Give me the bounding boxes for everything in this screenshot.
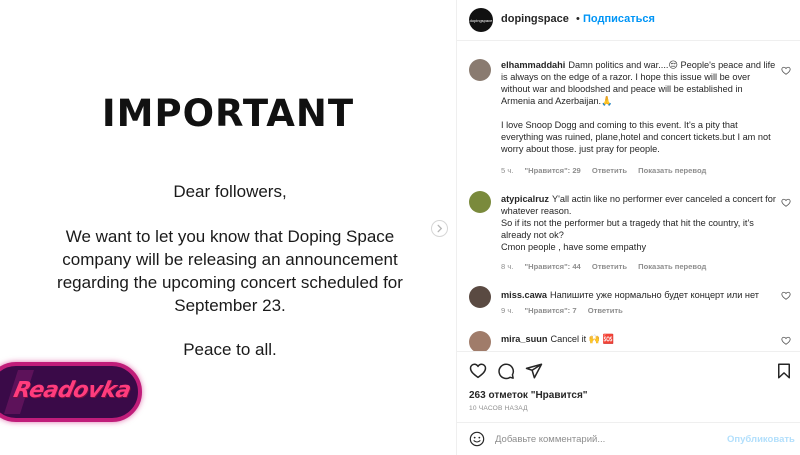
comment-meta <box>501 262 715 271</box>
comment-body: Напишите уже нормально будет концерт или нет <box>549 290 759 300</box>
commenter-avatar[interactable] <box>469 191 491 213</box>
comment-text <box>501 289 777 301</box>
post-greeting: Dear followers, <box>173 182 287 201</box>
follow-button[interactable]: Подписаться <box>583 13 655 25</box>
bookmark-icon[interactable] <box>775 362 793 380</box>
comment-body-continued: So if its not the performer but a tragedy that hit the country, it's already not ok? <box>501 218 754 240</box>
comment-text <box>501 193 777 253</box>
commenter-username[interactable]: atypicalruz <box>501 194 549 204</box>
like-heart-icon[interactable] <box>469 362 487 380</box>
commenter-avatar[interactable] <box>469 331 491 351</box>
comment-text <box>501 333 777 345</box>
heart-icon[interactable] <box>781 66 791 76</box>
show-translation-button[interactable]: Показать перевод <box>638 166 707 175</box>
add-comment-bar <box>457 422 800 455</box>
emoji-icon[interactable] <box>469 431 485 447</box>
comment-bubble-icon[interactable] <box>497 362 515 380</box>
heart-icon[interactable] <box>781 291 791 301</box>
comment-body-continued: I love Snoop Dogg and coming to this event. It's a pity that everything was ruined, plane,hotel and concert tickets.but I am not worry about those. just pray for people. <box>501 120 771 154</box>
comment-likes[interactable]: "Нравится": 44 <box>524 262 581 271</box>
post-sidebar <box>456 0 800 455</box>
chevron-right-icon <box>435 224 444 233</box>
comment-meta <box>501 306 632 315</box>
show-translation-button[interactable]: Показать перевод <box>638 262 707 271</box>
reply-button[interactable]: Ответить <box>587 306 623 315</box>
heart-icon[interactable] <box>781 336 791 346</box>
readovka-watermark-logo <box>0 362 142 422</box>
post-timestamp: 10 ЧАСОВ НАЗАД <box>469 405 528 412</box>
comment-text <box>501 59 777 155</box>
comment-time: 8 ч. <box>501 262 514 271</box>
commenter-avatar[interactable] <box>469 59 491 81</box>
comment-meta <box>501 166 715 175</box>
comment-input[interactable] <box>495 431 715 447</box>
post-header <box>457 0 800 41</box>
heart-icon[interactable] <box>781 198 791 208</box>
comments-list[interactable] <box>457 41 800 351</box>
comment-time: 9 ч. <box>501 306 514 315</box>
comment-likes[interactable]: "Нравится": 7 <box>524 306 577 315</box>
author-username[interactable]: dopingspace <box>501 13 569 25</box>
logo-text: Readovka <box>11 378 133 403</box>
comment-body-continued-2: Cmon people , have some empathy <box>501 242 647 252</box>
publish-button[interactable]: Опубликовать <box>727 434 795 445</box>
comment-time: 5 ч. <box>501 166 514 175</box>
comment-likes[interactable]: "Нравится": 29 <box>524 166 581 175</box>
post-closing: Peace to all. <box>183 340 277 359</box>
post-announcement: We want to let you know that Doping Space company will be releasing an announcement regarding the upcoming concert scheduled for September 23. <box>57 227 403 315</box>
post-heading: IMPORTANT <box>101 92 355 135</box>
comment-body: Damn politics and war....😔 People's peace and life is always on the edge of a razor. I hope this issue will be over without war and bloodshed and peace will be established in Armenia and Azerbaijan.🙏 <box>501 60 776 106</box>
share-send-icon[interactable] <box>525 362 543 380</box>
commenter-username[interactable]: elhammaddahi <box>501 60 566 70</box>
comment-body: Y'all actin like no performer ever canceled a concert for whatever reason. <box>501 194 776 216</box>
commenter-username[interactable]: miss.cawa <box>501 290 547 300</box>
reply-button[interactable]: Ответить <box>591 262 627 271</box>
commenter-avatar[interactable] <box>469 286 491 308</box>
post-message <box>30 180 430 383</box>
header-separator: • <box>576 13 580 25</box>
reply-button[interactable]: Ответить <box>591 166 627 175</box>
likes-count[interactable]: 263 отметок "Нравится" <box>469 390 588 401</box>
author-avatar-text: dopingspace <box>469 17 493 23</box>
commenter-username[interactable]: mira_suun <box>501 334 548 344</box>
author-avatar[interactable] <box>469 8 493 32</box>
post-actions <box>457 351 800 422</box>
comment-body: Cancel it 🙌 🆘 <box>550 334 615 344</box>
carousel-next-button[interactable] <box>431 220 448 237</box>
